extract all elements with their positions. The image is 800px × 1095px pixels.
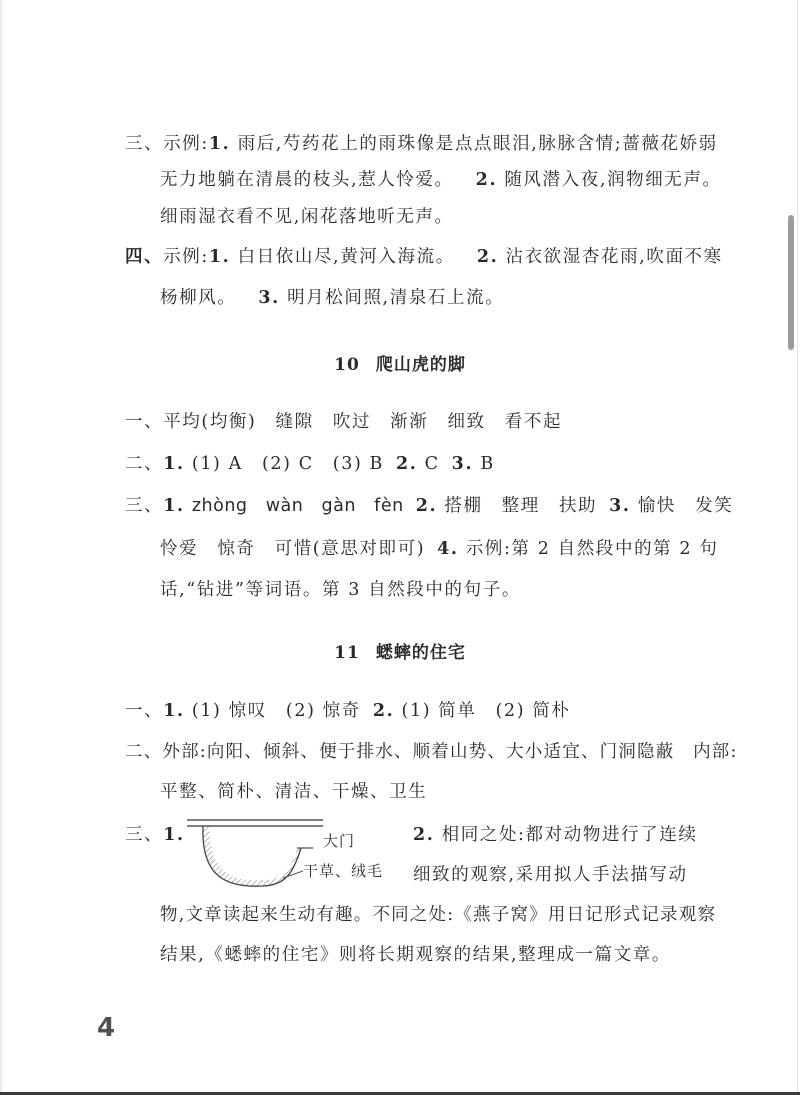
answer-line <box>125 740 738 764</box>
question-number: 三、 <box>125 496 164 516</box>
answer-line <box>413 863 688 887</box>
question-number: 一、 <box>125 412 164 432</box>
answer-text: (1) 简单 (2) 简朴 <box>401 701 571 721</box>
item-number: 3. <box>451 454 474 474</box>
page-edge <box>0 0 2 1095</box>
lesson-title: 爬山虎的脚 <box>375 355 466 375</box>
answer-line <box>160 205 454 229</box>
answer-text: 话,“钻进”等词语。第 3 自然段中的句子。 <box>160 580 521 600</box>
answer-line <box>160 780 427 804</box>
item-number: 1. <box>163 454 185 474</box>
answer-text: 相同之处:都对动物进行了连续 <box>441 825 698 845</box>
item-number: 1. <box>163 825 185 845</box>
item-number: 1. <box>163 496 185 516</box>
lesson-heading <box>0 350 800 375</box>
answer-text: 平整、简朴、清洁、干燥、卫生 <box>160 782 428 802</box>
question-number: 四、 <box>125 247 164 267</box>
answer-text: 平均(均衡) 缝隙 吹过 渐渐 细致 看不起 <box>163 412 563 432</box>
answer-line <box>160 168 722 192</box>
lesson-heading <box>0 638 800 663</box>
answer-line <box>125 245 723 269</box>
answer-text: 愉快 发笑 <box>637 496 734 516</box>
answer-line <box>413 823 697 847</box>
question-number: 二、 <box>125 742 163 762</box>
answer-text: B <box>480 454 495 474</box>
item-number: 1. <box>163 701 185 721</box>
answer-line <box>125 699 571 723</box>
answer-text: 无力地躺在清晨的枝头,惹人怜爱。 <box>160 170 454 190</box>
answer-text: 外部:向阳、倾斜、便于排水、顺着山势、大小适宜、门洞隐蔽 内部: <box>162 742 738 762</box>
item-number: 2. <box>372 701 395 721</box>
question-number: 三、 <box>125 134 164 154</box>
answer-line <box>125 452 495 476</box>
answer-line <box>160 943 671 967</box>
diagram-label-door: 大门 <box>323 832 356 850</box>
burrow-illustration <box>185 816 425 896</box>
pinyin-answer: zhòng wàn gàn fèn <box>191 496 404 516</box>
lesson-title: 蟋蟀的住宅 <box>375 643 466 663</box>
answer-text: 明月松间照,清泉石上流。 <box>287 288 505 308</box>
item-number: 2. <box>413 825 435 845</box>
item-number: 4. <box>437 539 459 559</box>
item-number: 3. <box>609 496 631 516</box>
answer-line <box>125 823 185 847</box>
item-number: 1. <box>208 247 231 267</box>
item-number: 3. <box>258 288 280 308</box>
answer-text: C <box>424 454 440 474</box>
item-number: 2. <box>475 170 498 190</box>
answer-text: 细致的观察,采用拟人手法描写动 <box>413 865 688 885</box>
answer-text: (1) A (2) C (3) B <box>191 454 385 474</box>
diagram-label-grass: 干草、绒毛 <box>303 862 384 880</box>
answer-line <box>125 132 718 156</box>
question-number: 三、 <box>125 825 164 845</box>
item-number: 2. <box>415 496 438 516</box>
answer-line <box>125 410 562 434</box>
item-number: 1. <box>208 134 231 154</box>
answer-text: 随风潜入夜,润物细无声。 <box>504 170 722 190</box>
answer-text: (1) 惊叹 (2) 惊奇 <box>191 701 361 721</box>
page-number: 4 <box>97 1013 116 1043</box>
question-number: 二、 <box>125 454 164 474</box>
answer-line <box>160 537 718 561</box>
answer-line <box>125 494 733 518</box>
answer-text: 细雨湿衣看不见,闲花落地听无声。 <box>160 207 454 227</box>
answer-text: 怜爱 惊奇 可惜(意思对即可) <box>160 539 426 559</box>
item-number: 2. <box>396 454 418 474</box>
lesson-number: 10 <box>334 355 360 375</box>
answer-line <box>160 286 504 310</box>
lesson-number: 11 <box>334 643 360 663</box>
scrollbar-thumb[interactable] <box>788 215 794 350</box>
question-number: 一、 <box>125 701 164 721</box>
page-edge <box>797 0 798 1095</box>
answer-line <box>160 903 716 927</box>
answer-text: 示例: <box>163 134 209 154</box>
answer-line <box>160 578 521 602</box>
answer-text: 搭棚 整理 扶助 <box>444 496 598 516</box>
answer-text: 沾衣欲湿杏花雨,吹面不寒 <box>505 247 723 267</box>
answer-text: 示例:第 2 自然段中的第 2 句 <box>465 539 719 559</box>
burrow-diagram <box>185 816 425 896</box>
answer-text: 杨柳风。 <box>160 288 237 308</box>
answer-text: 物,文章读起来生动有趣。不同之处:《燕子窝》用日记形式记录观察 <box>160 905 717 925</box>
item-number: 2. <box>476 247 499 267</box>
answer-text: 示例: <box>163 247 209 267</box>
answer-text: 白日依山尽,黄河入海流。 <box>237 247 455 267</box>
answer-text: 结果,《蟋蟀的住宅》则将长期观察的结果,整理成一篇文章。 <box>160 945 671 965</box>
answer-text: 雨后,芍药花上的雨珠像是点点眼泪,脉脉含情;蔷薇花娇弱 <box>237 134 718 154</box>
